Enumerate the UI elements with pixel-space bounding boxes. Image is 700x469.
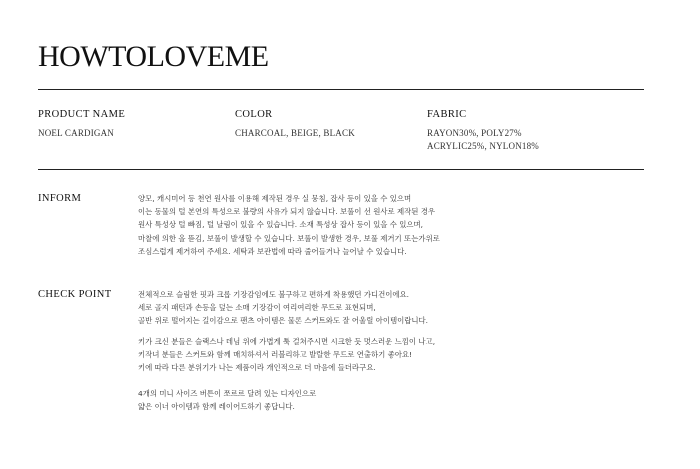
fabric-line: ACRYLIC25%, NYLON18% <box>427 141 539 151</box>
color-value: CHARCOAL, BEIGE, BLACK <box>235 128 355 138</box>
brand-logo: HOWTOLOVEME <box>38 40 269 73</box>
inform-line: 원사 특성상 털 빠짐, 털 날림이 있을 수 있습니다. 소재 특성상 잡사 등이 있을 수 있으며, <box>138 220 424 230</box>
check-point-line: 얇은 이너 아이템과 함께 레이어드하기 좋답니다. <box>138 402 295 412</box>
inform-line: 이는 동물의 털 본연의 특성으로 불량의 사유가 되지 않습니다. 보풀이 선 원사로 제작된 경우 <box>138 207 436 217</box>
check-point-paragraph-2 <box>138 335 435 375</box>
inform-line: 마찰에 의한 올 뜯김, 보풀이 발생할 수 있습니다. 보풀이 발생한 경우, 보풀 제거기 또는가위로 <box>138 233 440 243</box>
color-label: COLOR <box>235 109 273 120</box>
check-point-line: 전체적으로 슬림한 핏과 크롭 기장감임에도 불구하고 편하게 착용했던 가디건이에요. <box>138 290 410 299</box>
check-point-line: 키작녀 분들은 스커트와 함께 매치하셔서 러블리하고 발랄한 무드로 연출하기 좋아요! <box>138 350 412 360</box>
check-point-line: 키에 따라 다른 분위기가 나는 제품이라 개인적으로 더 마음에 들더라구요. <box>138 363 376 373</box>
check-point-paragraph-1 <box>138 288 428 328</box>
check-point-line: 세로 골지 패턴과 손등을 덮는 소매 기장감이 여리여리한 무드로 표현되며, <box>138 303 376 313</box>
check-point-line: 키가 크신 분들은 슬랙스나 데님 위에 가볍게 툭 걸쳐주시면 시크한 듯 멋스러운 느낌이 나고, <box>138 337 436 346</box>
divider-top <box>38 89 644 90</box>
inform-line: 양모, 캐시미어 등 천연 원사를 이용해 제작된 경우 실 뭉침, 잡사 등이 있을 수 있으며 <box>138 194 412 203</box>
inform-title: INFORM <box>38 193 82 204</box>
fabric-value <box>427 127 539 153</box>
check-point-title: CHECK POINT <box>38 289 112 300</box>
check-point-paragraph-3 <box>138 387 316 413</box>
fabric-line: RAYON30%, POLY27% <box>427 128 522 138</box>
product-name-label: PRODUCT NAME <box>38 109 126 120</box>
fabric-label: FABRIC <box>427 109 467 120</box>
inform-line: 조심스럽게 제거하여 주세요. 세탁과 보관법에 따라 줄어들거나 늘어날 수 있습니다. <box>138 246 407 256</box>
check-point-line: 골반 위로 떨어지는 길이감으로 팬츠 아이템은 물론 스커트와도 잘 어울릴 아이템이랍니다. <box>138 316 429 326</box>
divider-middle <box>38 169 644 170</box>
check-point-line: 4개의 미니 사이즈 버튼이 쪼르르 달려 있는 디자인으로 <box>138 389 317 398</box>
inform-text <box>138 192 440 258</box>
product-name-value: NOEL CARDIGAN <box>38 128 115 138</box>
